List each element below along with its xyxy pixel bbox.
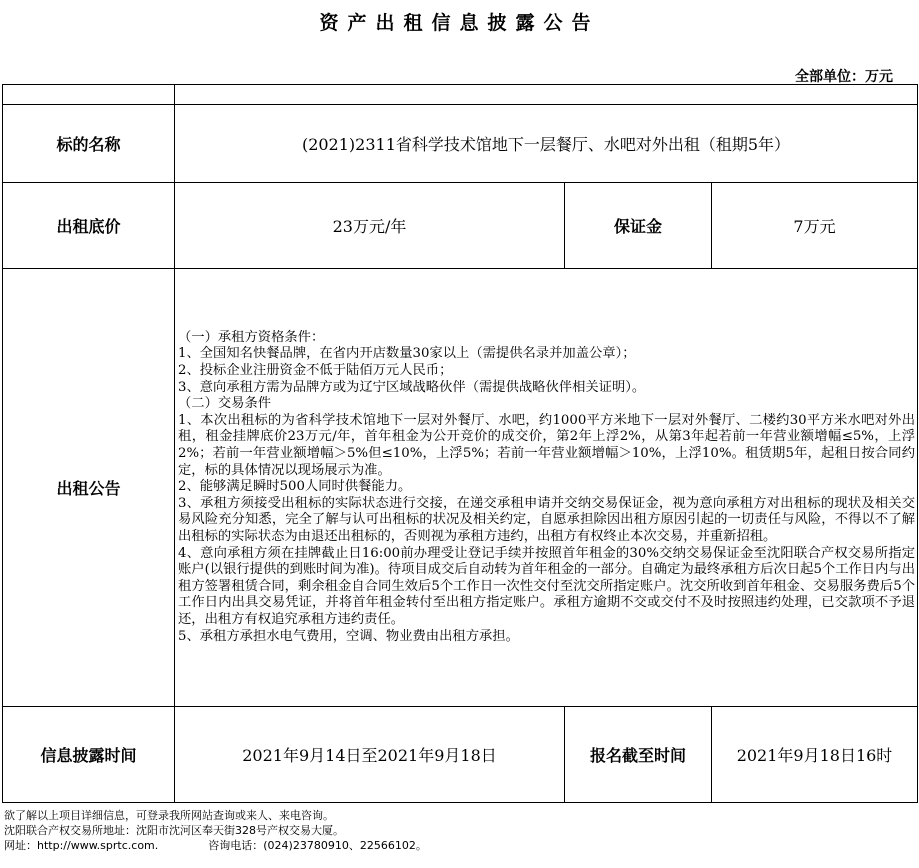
subject-label: 标的名称	[3, 105, 175, 183]
notice-row	[3, 269, 918, 707]
disclosure-time-label: 信息披露时间	[3, 707, 175, 803]
disclosure-table	[2, 84, 918, 803]
footer-website: 网址：http://www.sprtc.com.	[4, 839, 159, 852]
unit-note: 全部单位：万元	[795, 69, 893, 85]
reserve-price-label: 出租底价	[3, 183, 175, 269]
notice-line: 1、全国知名快餐品牌，在省内开店数量30家以上（需提供名录并加盖公章）；	[178, 346, 636, 362]
notice-content	[175, 269, 918, 707]
notice-line: 3、意向承租方需为品牌方或为辽宁区域战略伙伴（需提供战略伙伴相关证明）。	[178, 379, 646, 395]
reserve-price-value: 23万元/年	[175, 183, 565, 269]
notice-line: 5、承租方承担水电气费用，空调、物业费由出租方承担。	[178, 628, 519, 644]
disclosure-time-value: 2021年9月14日至2021年9月18日	[175, 707, 565, 803]
footer-info-line: 欲了解以上项目详细信息，可登录我所网站查询或来人、来电咨询。	[4, 809, 334, 822]
footer-phone: 咨询电话：(024)23780910、22566102。	[208, 839, 427, 852]
footer-contact-line	[4, 838, 914, 853]
header-cell-left	[3, 85, 175, 105]
time-row	[3, 707, 918, 803]
notice-line: 4、意向承租方须在挂牌截止日16:00前办理受让登记手续并按照首年租金的30%交纳交易保证金至沈阳联合产权交易所指定账户(以银行提供的到账时间为准)。待项目成交后自动转为首年租金的一部分。自确定为最终承租方后次日起5个工作日内与出租方签署租赁合同，剩余租金自合同生效后5个工作日一次性交付至沈交所指定账户。沈交所收到首年租金、交易服务费后5个工作日内出具交易凭证，并将首年租金转付至出租方指定账户。承租方逾期不交或交付不及时按照违约处理，已交款项不予退还，出租方有权追究承租方违约责任。	[178, 545, 916, 627]
page-title: 资产出租信息披露公告	[319, 12, 600, 34]
header-cell-right	[175, 85, 918, 105]
price-row	[3, 183, 918, 269]
subject-value: (2021)2311省科学技术馆地下一层餐厅、水吧对外出租（租期5年）	[175, 105, 918, 183]
footer-address-line: 沈阳联合产权交易所地址：沈阳市沈河区奉天街328号产权交易大厦。	[4, 824, 344, 837]
deadline-value: 2021年9月18日16时	[712, 707, 918, 803]
deadline-label: 报名截至时间	[565, 707, 712, 803]
footer	[4, 808, 914, 853]
notice-line: 2、投标企业注册资金不低于陆佰万元人民币；	[178, 363, 453, 379]
deposit-value: 7万元	[712, 183, 918, 269]
notice-line: 1、本次出租标的为省科学技术馆地下一层对外餐厅、水吧，约1000平方米地下一层对外餐厅、二楼约30平方米水吧对外出租，租金挂牌底价23万元/年，首年租金为公开竞价的成交价，第2年上浮2%，从第3年起若前一年营业额增幅≤5%，上浮2%；若前一年营业额增幅＞5%但≤10%，上浮5%；若前一年营业额增幅＞10%，上浮10%。租赁期5年，起租日按合同约定，标的具体情况以现场展示为准。	[178, 412, 916, 478]
notice-label: 出租公告	[3, 269, 175, 707]
notice-line: （二）交易条件	[178, 396, 272, 412]
deposit-label: 保证金	[565, 183, 712, 269]
header-spacer-row	[3, 85, 918, 105]
subject-row	[3, 105, 918, 183]
notice-line: 3、承租方须接受出租标的实际状态进行交接，在递交承租申请并交纳交易保证金，视为意向承租方对出租标的现状及相关交易风险充分知悉，完全了解与认可出租标的状况及相关约定，自愿承担除因出租方原因引起的一切责任与风险，不得以不了解出租标的实际状态为由退还出租标的，否则视为承租方违约，出租方有权终止本次交易，并重新招租。	[178, 495, 916, 544]
notice-line: 2、能够满足瞬时500人同时供餐能力。	[178, 479, 412, 495]
notice-line: （一）承租方资格条件：	[178, 329, 325, 345]
